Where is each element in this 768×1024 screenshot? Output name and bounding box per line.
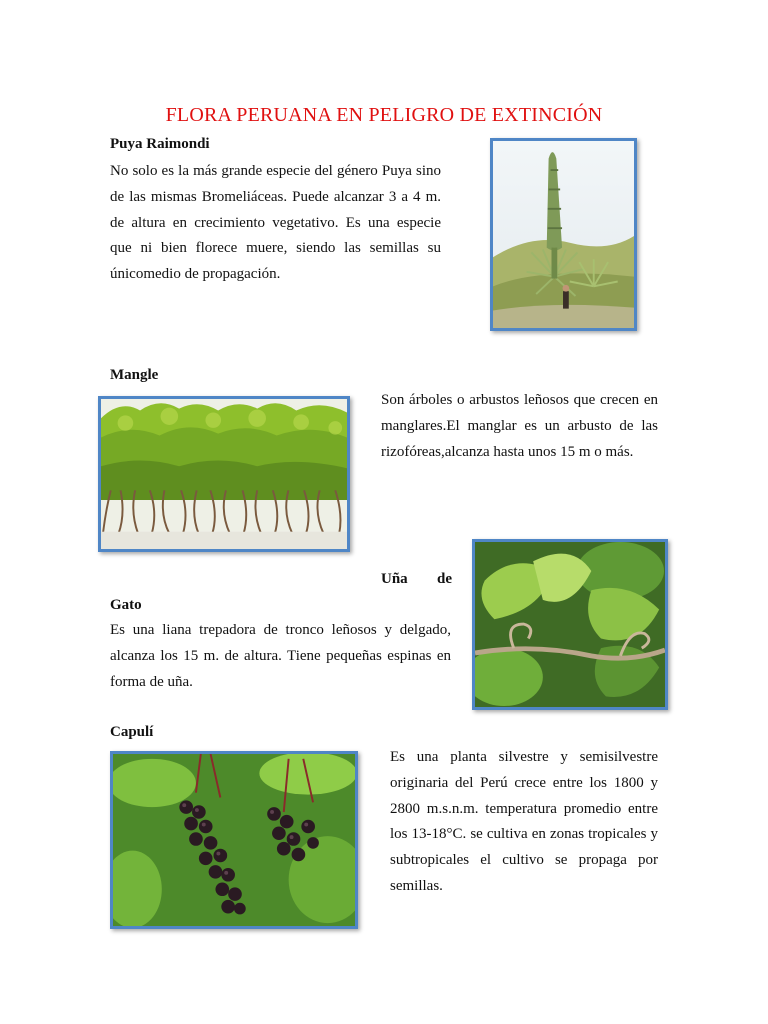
capuli-berries-photo [110,751,358,929]
section-heading-una-de-gato-line1: Uña de [381,571,452,587]
section-heading-capuli: Capulí [110,724,154,740]
puya-raimondi-photo [490,138,637,331]
section-heading-mangle: Mangle [110,367,159,383]
section-text-una-de-gato: Es una liana trepadora de tronco leñosos y delgado, alcanza los 15 m. de altura. Tiene pequeñas espinas en forma de uña. [110,622,451,690]
section-heading-puya-raimondi: Puya Raimondi [110,136,210,152]
section-text-capuli: Es una planta silvestre y semisilvestre originaria del Perú crece entre los 1800 y 2800 m.s.n.m. temperatura promedio entre los 13-18°C. se cultiva en zonas tropicales y subtropicales el cultivo se propaga por semillas. [390,749,658,894]
cats-claw-photo [472,539,668,710]
section-text-mangle: Son árboles o arbustos leñosos que crecen en manglares.El manglar es un arbusto de las rizofóreas,alcanza hasta unos 15 m o más. [381,392,658,460]
mangrove-photo [98,396,350,552]
section-heading-una-de-gato-line2: Gato [110,597,142,613]
page-title: FLORA PERUANA EN PELIGRO DE EXTINCIÓN [165,104,603,126]
section-text-puya-raimondi: No solo es la más grande especie del género Puya sino de las mismas Bromeliáceas. Puede alcanzar 3 a 4 m. de altura en crecimiento vegetativo. Es una especie que ni bien florece muere, siendo las semillas su únicomedio de propagación. [110,163,441,283]
